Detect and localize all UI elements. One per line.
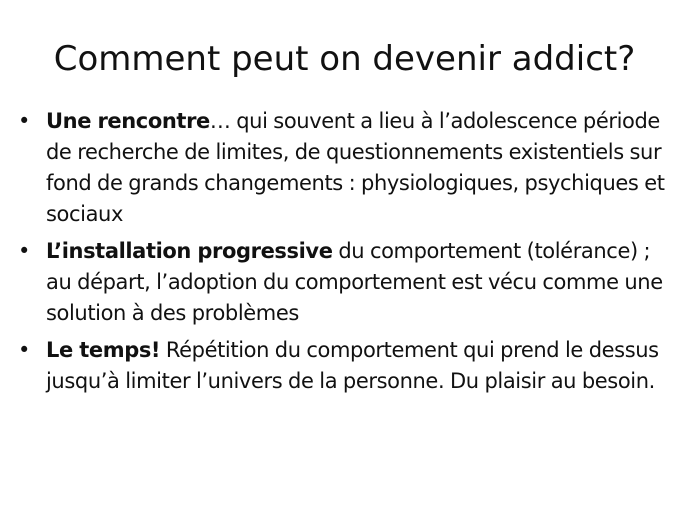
bullet-marker: • (18, 109, 30, 133)
bullet-lead: L’installation progressive (46, 239, 333, 263)
bullet-text: du comportement (tolérance) ; au départ, l’adoption du comportement est vécu comme une solution à des problèmes (46, 239, 663, 325)
bullet-lead: Le temps! (46, 338, 161, 362)
bullet-lead: Une rencontre (46, 109, 210, 133)
bullet-marker: • (18, 239, 30, 263)
bullet-item-temps (18, 335, 678, 397)
bullet-text: Répétition du comportement qui prend le dessus jusqu’à limiter l’univers de la personne. Du plaisir au besoin. (46, 338, 659, 393)
bullet-item-installation (18, 236, 678, 329)
bullet-text: … qui souvent a lieu à l’adolescence période de recherche de limites, de questionnements existentiels sur fond de grands changements : physiologiques, psychiques et sociaux (46, 109, 665, 226)
bullet-marker: • (18, 338, 30, 362)
bullet-item-rencontre (18, 106, 678, 230)
slide-title: Comment peut on devenir addict? (53, 39, 636, 79)
bullet-list (18, 106, 678, 403)
